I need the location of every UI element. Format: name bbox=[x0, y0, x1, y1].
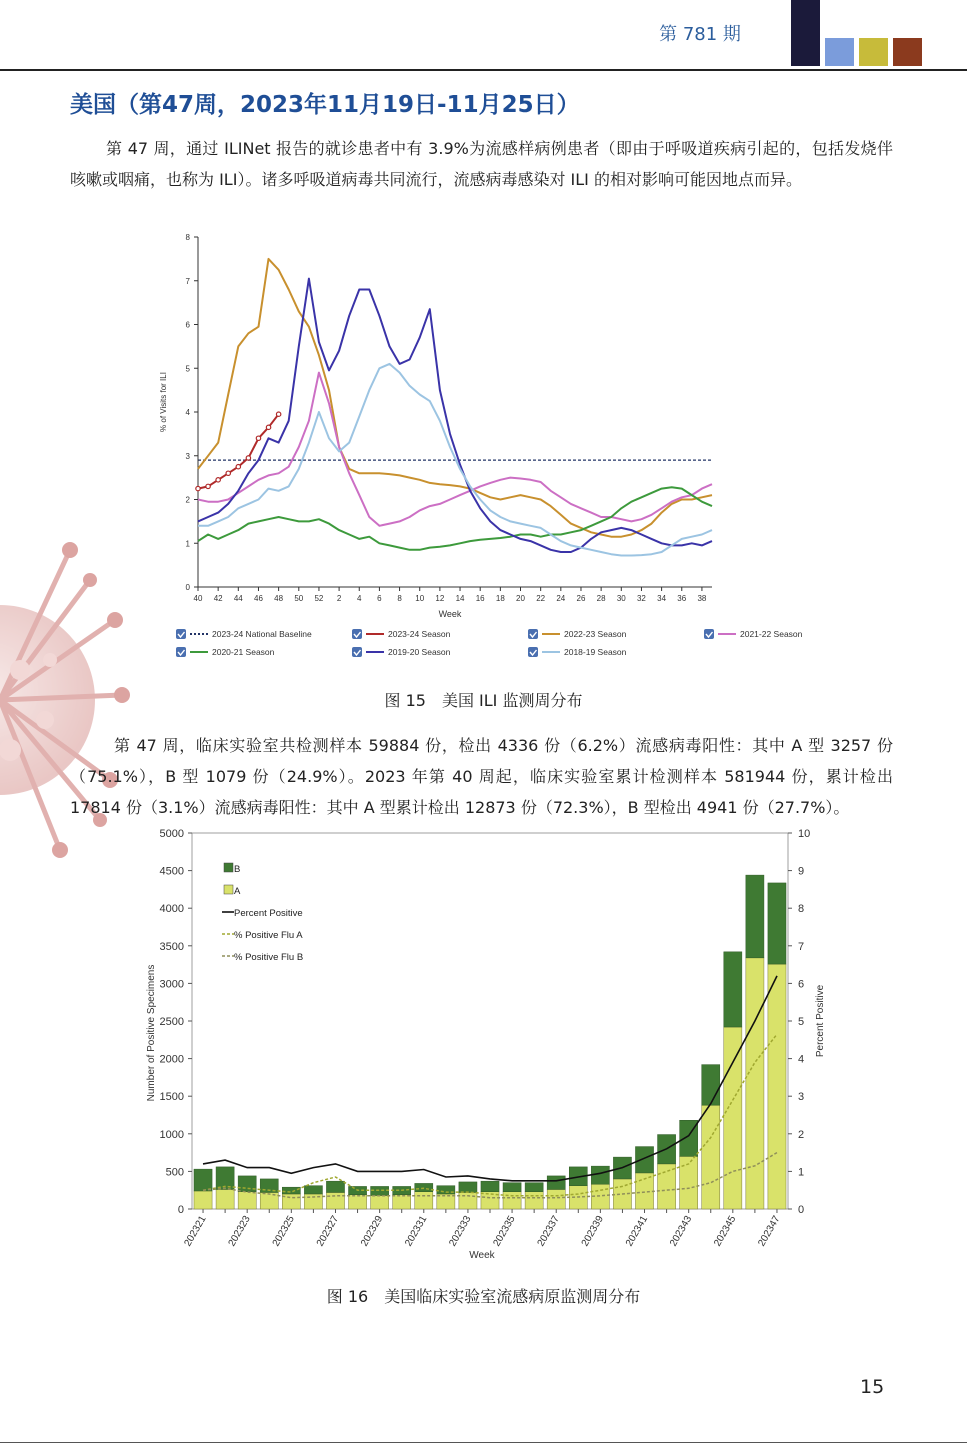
lab-legend-item bbox=[222, 930, 303, 941]
ili-x-tick-label: 46 bbox=[254, 594, 263, 603]
lab-bar-b bbox=[503, 1183, 521, 1192]
figure16-caption: 图 16 美国临床实验室流感病原监测周分布 bbox=[326, 1287, 641, 1306]
ili-x-tick-label: 52 bbox=[314, 594, 324, 603]
ili-y-tick-label: 6 bbox=[185, 320, 190, 330]
ili-x-tick-label: 20 bbox=[516, 594, 525, 603]
lab-bar-a bbox=[349, 1195, 367, 1209]
lab-x-tick-label: 202333 bbox=[447, 1214, 474, 1249]
ili-x-tick-label: 32 bbox=[636, 594, 646, 603]
ili-x-tick-label: 4 bbox=[357, 594, 362, 603]
lab-bar-a bbox=[216, 1189, 234, 1209]
ili-point-2023-24-season bbox=[236, 464, 240, 468]
lab-x-axis-label: Week bbox=[469, 1250, 495, 1261]
lab-x-tick-label: 202337 bbox=[535, 1214, 562, 1249]
ili-x-tick-label: 34 bbox=[657, 594, 667, 603]
lab-y-tick-label: 2000 bbox=[159, 1053, 184, 1066]
ili-x-tick-label: 42 bbox=[213, 594, 223, 603]
lab-bar-b bbox=[702, 1065, 720, 1106]
ili-series-2022-23-season bbox=[198, 259, 712, 537]
ili-legend-item[interactable] bbox=[176, 647, 275, 657]
header-block-blue bbox=[825, 38, 854, 66]
ili-y-tick-label: 3 bbox=[185, 451, 190, 461]
ili-point-2023-24-season bbox=[276, 412, 280, 416]
lab-bar-chart bbox=[130, 820, 850, 1270]
lab-legend-swatch bbox=[224, 885, 233, 894]
lab-legend-label: A bbox=[234, 886, 241, 897]
header-block-brown bbox=[893, 38, 922, 66]
lab-y-tick-label: 4500 bbox=[159, 865, 184, 878]
lab-x-tick-label: 202325 bbox=[270, 1214, 297, 1249]
ili-x-tick-label: 24 bbox=[556, 594, 566, 603]
lab-bar-b bbox=[371, 1186, 389, 1195]
ili-legend-checkbox-icon bbox=[352, 629, 362, 639]
ili-point-2023-24-season bbox=[256, 436, 260, 440]
header-rule bbox=[0, 69, 967, 71]
ili-x-tick-label: 8 bbox=[397, 594, 402, 603]
lab-legend-swatch bbox=[224, 863, 233, 872]
ili-legend-item[interactable] bbox=[528, 629, 627, 639]
lab-bar-b bbox=[746, 875, 764, 958]
ili-legend-item[interactable] bbox=[704, 629, 803, 639]
lab-x-tick-label: 202331 bbox=[403, 1214, 430, 1249]
lab-bar-b bbox=[304, 1186, 322, 1194]
footer-rule bbox=[0, 1442, 967, 1443]
ili-x-tick-label: 14 bbox=[455, 594, 465, 603]
lab-y2-tick-label: 9 bbox=[798, 865, 805, 878]
lab-y-tick-label: 3000 bbox=[159, 978, 184, 991]
ili-legend-label: 2023-24 National Baseline bbox=[212, 629, 312, 639]
ili-x-tick-label: 2 bbox=[336, 594, 342, 603]
lab-legend-item bbox=[222, 908, 303, 919]
page-number: 15 bbox=[860, 1376, 885, 1398]
lab-legend-item bbox=[224, 863, 240, 875]
ili-legend-checkbox-icon bbox=[528, 629, 538, 639]
ili-x-tick-label: 16 bbox=[475, 594, 485, 603]
lab-y2-tick-label: 7 bbox=[798, 940, 805, 953]
lab-y2-tick-label: 5 bbox=[798, 1016, 805, 1028]
lab-bar-a bbox=[503, 1192, 521, 1209]
lab-bar-a bbox=[238, 1192, 256, 1209]
ili-legend-item[interactable] bbox=[176, 629, 312, 639]
ili-legend-label: 2023-24 Season bbox=[388, 629, 451, 639]
header-block-olive bbox=[859, 38, 888, 66]
lab-y2-tick-label: 4 bbox=[798, 1053, 805, 1066]
lab-legend-label: B bbox=[234, 864, 241, 875]
lab-x-tick-label: 202347 bbox=[756, 1214, 783, 1249]
lab-bar-b bbox=[326, 1181, 344, 1192]
ili-series-2019-20-season bbox=[198, 279, 712, 552]
ili-x-axis-label: Week bbox=[438, 609, 462, 619]
lab-x-tick-label: 202335 bbox=[491, 1214, 518, 1249]
lab-y2-tick-label: 0 bbox=[798, 1204, 805, 1216]
lab-bar-a bbox=[260, 1192, 278, 1209]
figure15-caption: 图 15 美国 ILI 监测周分布 bbox=[384, 691, 583, 710]
lab-x-tick-label: 202345 bbox=[712, 1214, 739, 1249]
lab-bar-a bbox=[326, 1192, 344, 1209]
ili-point-2023-24-season bbox=[216, 478, 220, 482]
ili-legend-checkbox-icon bbox=[176, 629, 186, 639]
section-title: 美国（第47周，2023年11月19日-11月25日） bbox=[70, 92, 580, 118]
ili-x-tick-label: 40 bbox=[193, 594, 203, 603]
lab-bar-a bbox=[547, 1189, 565, 1209]
lab-y2-tick-label: 6 bbox=[798, 978, 805, 991]
ili-x-tick-label: 38 bbox=[697, 594, 707, 603]
issue-number: 第 781 期 bbox=[659, 24, 741, 45]
ili-legend-label: 2018-19 Season bbox=[564, 647, 627, 657]
ili-x-tick-label: 48 bbox=[274, 594, 284, 603]
lab-bar-a bbox=[415, 1192, 433, 1209]
ili-legend-label: 2022-23 Season bbox=[564, 629, 627, 639]
lab-y-tick-label: 4000 bbox=[159, 903, 184, 916]
lab-bar-a bbox=[768, 964, 786, 1209]
lab-y-axis-label: Number of Positive Specimens bbox=[146, 964, 157, 1102]
lab-y-tick-label: 1500 bbox=[159, 1091, 184, 1104]
ili-legend-item[interactable] bbox=[352, 629, 451, 639]
lab-x-tick-label: 202341 bbox=[623, 1214, 651, 1249]
ili-legend-item[interactable] bbox=[528, 647, 627, 657]
ili-y-tick-label: 4 bbox=[185, 408, 190, 417]
lab-y2-tick-label: 2 bbox=[798, 1128, 805, 1141]
lab-legend-item bbox=[222, 952, 303, 963]
lab-bar-b bbox=[724, 952, 742, 1027]
header-block-navy bbox=[791, 0, 820, 66]
lab-bar-a bbox=[371, 1195, 389, 1209]
lab-legend-item bbox=[224, 885, 241, 897]
ili-x-tick-label: 12 bbox=[435, 594, 445, 603]
lab-y2-tick-label: 3 bbox=[798, 1091, 805, 1104]
ili-x-tick-label: 44 bbox=[233, 594, 243, 603]
ili-legend-checkbox-icon bbox=[704, 629, 714, 639]
lab-bar-b bbox=[635, 1147, 653, 1173]
ili-x-tick-label: 6 bbox=[377, 594, 382, 603]
paragraph-ili: 第 47 周，通过 ILINet 报告的就诊患者中有 3.9%为流感样病例患者（即由于呼吸道疾病引起的，包括发烧伴咳嗽或咽痛，也称为 ILI）。诸多呼吸道病毒共同流行，流感病毒感染对 ILI 的相对影响可能因地点而异。 bbox=[70, 139, 893, 189]
ili-y-axis-label: % of Visits for ILI bbox=[159, 372, 168, 432]
lab-legend-label: % Positive Flu A bbox=[234, 930, 303, 941]
lab-x-tick-label: 202327 bbox=[314, 1214, 342, 1249]
ili-x-tick-label: 10 bbox=[415, 594, 425, 603]
lab-bar-b bbox=[459, 1182, 477, 1193]
lab-bar-a bbox=[459, 1192, 477, 1209]
ili-legend-checkbox-icon bbox=[352, 647, 362, 657]
lab-legend-label: % Positive Flu B bbox=[234, 952, 304, 963]
ili-x-tick-label: 18 bbox=[495, 594, 505, 603]
ili-y-tick-label: 1 bbox=[185, 539, 190, 549]
lab-legend-label: Percent Positive bbox=[234, 908, 303, 919]
ili-x-tick-label: 22 bbox=[536, 594, 546, 603]
ili-x-tick-label: 26 bbox=[576, 594, 586, 603]
lab-x-tick-label: 202339 bbox=[579, 1214, 606, 1249]
lab-y-tick-label: 1000 bbox=[159, 1128, 184, 1141]
ili-point-2023-24-season bbox=[266, 425, 270, 429]
lab-y-tick-label: 500 bbox=[165, 1166, 184, 1179]
ili-series-2023-24-season bbox=[198, 414, 279, 488]
ili-y-tick-label: 5 bbox=[185, 364, 190, 374]
lab-bar-b bbox=[525, 1183, 543, 1192]
lab-y2-tick-label: 1 bbox=[798, 1166, 805, 1179]
lab-y2-tick-label: 8 bbox=[798, 903, 805, 916]
lab-bar-a bbox=[724, 1027, 742, 1209]
ili-legend-item[interactable] bbox=[352, 647, 451, 657]
lab-y-tick-label: 0 bbox=[177, 1204, 184, 1216]
ili-x-tick-label: 50 bbox=[294, 594, 304, 603]
lab-bar-a bbox=[194, 1191, 212, 1209]
lab-x-tick-label: 202323 bbox=[226, 1214, 253, 1249]
ili-point-2023-24-season bbox=[206, 484, 210, 488]
paragraph-lab: 第 47 周，临床实验室共检测样本 59884 份，检出 4336 份（6.2%）流感病毒阳性：其中 A 型 3257 份（75.1%），B 型 1079 份（24.9%）。2023 年第 40 周起，临床实验室累计检测样本 581944 份，累计检出 17814 份（3.1%）流感病毒阳性：其中 A 型累计检出 12873 份（72.3%），B 型检出 4941 份（27.7%）。 bbox=[70, 736, 893, 817]
ili-legend-checkbox-icon bbox=[528, 647, 538, 657]
ili-legend-checkbox-icon bbox=[176, 647, 186, 657]
lab-bar-a bbox=[658, 1164, 676, 1209]
lab-bar-a bbox=[393, 1195, 411, 1209]
lab-y2-axis-label: Percent Positive bbox=[815, 984, 826, 1058]
lab-y-tick-label: 2500 bbox=[159, 1016, 184, 1028]
lab-x-tick-label: 202343 bbox=[668, 1214, 695, 1249]
lab-y2-tick-label: 10 bbox=[798, 828, 811, 840]
ili-line-chart bbox=[150, 225, 830, 675]
ili-y-tick-label: 2 bbox=[185, 495, 190, 505]
lab-bar-b bbox=[768, 883, 786, 964]
ili-x-tick-label: 28 bbox=[596, 594, 606, 603]
ili-x-tick-label: 36 bbox=[677, 594, 687, 603]
lab-x-tick-label: 202321 bbox=[182, 1214, 209, 1249]
ili-legend-label: 2021-22 Season bbox=[740, 629, 803, 639]
lab-bar-a bbox=[525, 1192, 543, 1209]
ili-y-tick-label: 7 bbox=[185, 276, 190, 286]
lab-bar-b bbox=[547, 1176, 565, 1190]
lab-y-tick-label: 3500 bbox=[159, 940, 184, 953]
ili-point-2023-24-season bbox=[246, 456, 250, 460]
lab-x-tick-label: 202329 bbox=[359, 1214, 386, 1249]
ili-point-2023-24-season bbox=[196, 486, 200, 490]
ili-point-2023-24-season bbox=[226, 471, 230, 475]
ili-x-tick-label: 30 bbox=[616, 594, 626, 603]
lab-bar-a bbox=[702, 1105, 720, 1209]
ili-legend-label: 2020-21 Season bbox=[212, 647, 275, 657]
lab-y-tick-label: 5000 bbox=[159, 828, 184, 840]
ili-y-tick-label: 8 bbox=[185, 233, 190, 242]
ili-y-tick-label: 0 bbox=[185, 583, 190, 592]
lab-bar-a bbox=[746, 958, 764, 1209]
lab-bar-b bbox=[194, 1169, 212, 1191]
lab-bar-b bbox=[282, 1187, 300, 1194]
lab-bar-b bbox=[481, 1181, 499, 1192]
ili-legend-label: 2019-20 Season bbox=[388, 647, 451, 657]
